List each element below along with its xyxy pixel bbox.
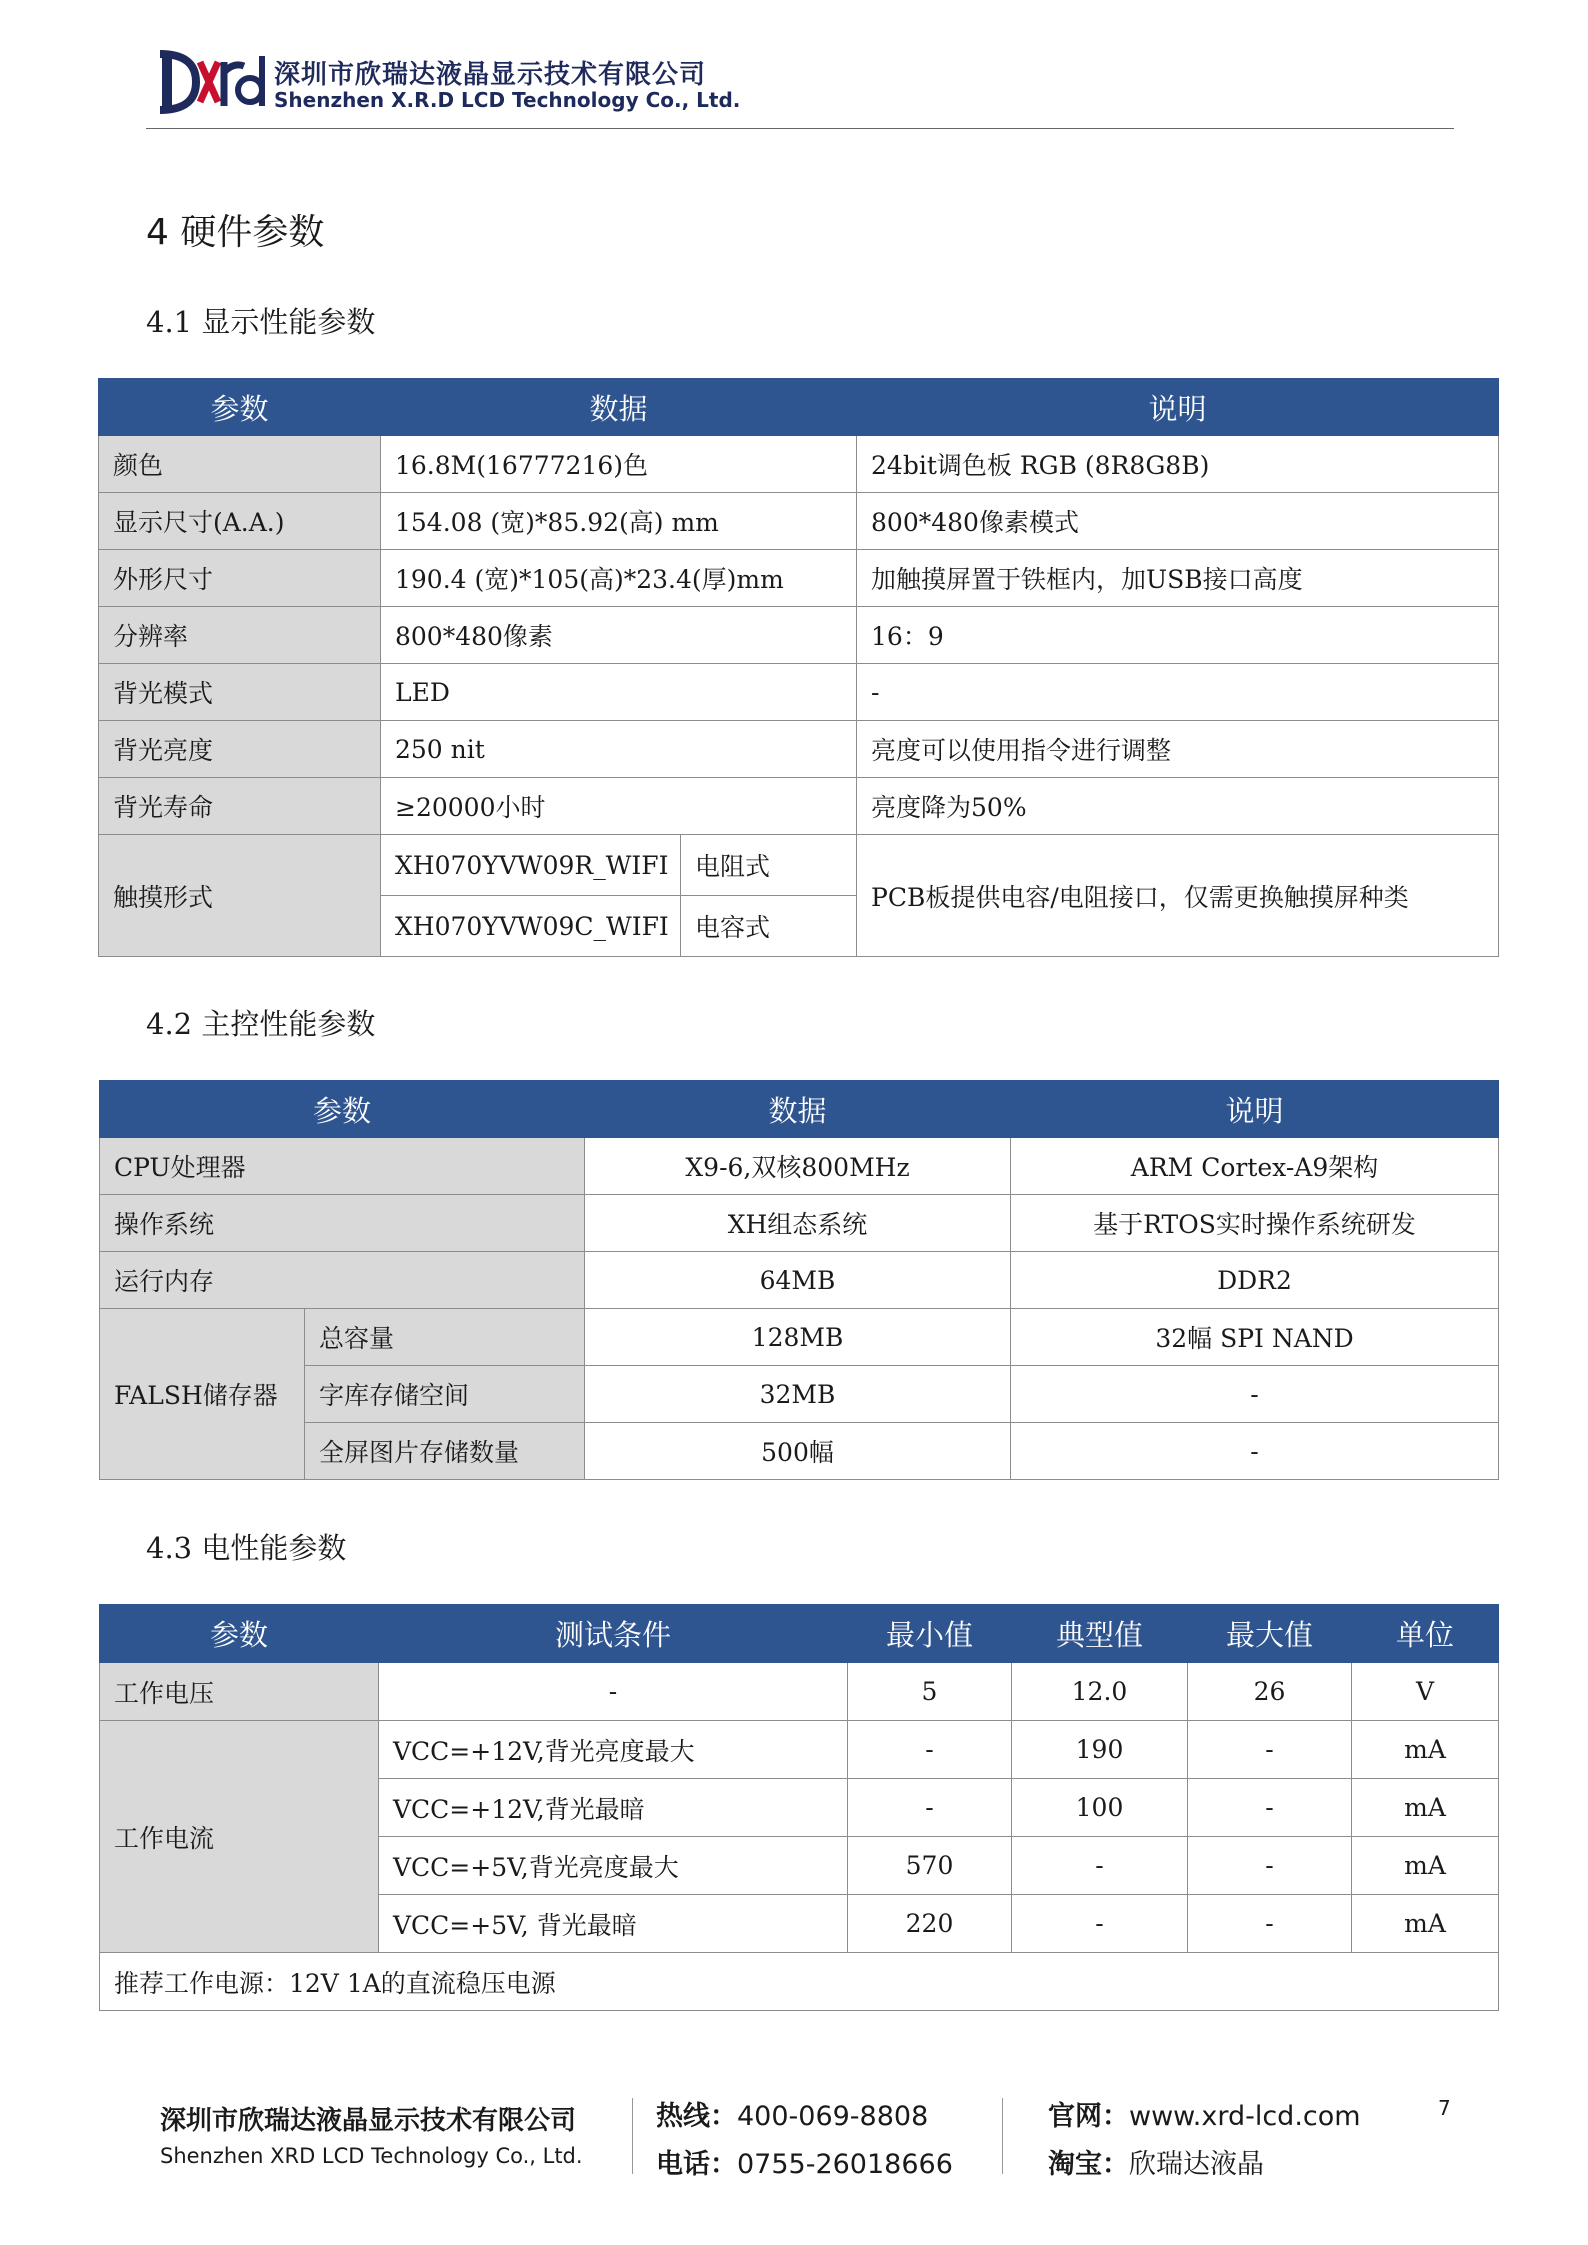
flash-data: 32MB bbox=[585, 1366, 1011, 1423]
footer-divider bbox=[1002, 2098, 1003, 2174]
row-note: DDR2 bbox=[1011, 1252, 1499, 1309]
row-param: 颜色 bbox=[99, 436, 381, 493]
header-company-en: Shenzhen X.R.D LCD Technology Co., Ltd. bbox=[274, 88, 741, 112]
table-row bbox=[100, 1309, 1499, 1366]
flash-sub: 字库存储空间 bbox=[305, 1366, 585, 1423]
current-cond: VCC=+5V,背光亮度最大 bbox=[379, 1837, 848, 1895]
touch-row bbox=[99, 835, 1499, 896]
table-row bbox=[99, 493, 1499, 550]
touch-model: XH070YVW09C_WIFI bbox=[381, 896, 681, 957]
hotline-value: 400-069-8808 bbox=[737, 2101, 929, 2132]
table-row bbox=[100, 1423, 1499, 1480]
row-note: 16：9 bbox=[857, 607, 1499, 664]
flash-param: FALSH储存器 bbox=[100, 1309, 305, 1480]
row-param: 外形尺寸 bbox=[99, 550, 381, 607]
table-row bbox=[100, 1138, 1499, 1195]
row-param: 分辨率 bbox=[99, 607, 381, 664]
header-divider bbox=[146, 128, 1454, 129]
row-param: CPU处理器 bbox=[100, 1138, 585, 1195]
table-row bbox=[100, 1721, 1499, 1779]
current-max: - bbox=[1188, 1779, 1352, 1837]
row-note: 亮度可以使用指令进行调整 bbox=[857, 721, 1499, 778]
header-company-cn: 深圳市欣瑞达液晶显示技术有限公司 bbox=[274, 60, 707, 90]
table-header-row bbox=[100, 1081, 1499, 1138]
row-data: 190.4 (宽)*105(高)*23.4(厚)mm bbox=[381, 550, 857, 607]
current-min: 570 bbox=[848, 1837, 1012, 1895]
electrical-title: 4.3 电性能参数 bbox=[146, 1531, 347, 1565]
electrical-table bbox=[99, 1604, 1499, 2011]
flash-data: 128MB bbox=[585, 1309, 1011, 1366]
row-param: 背光模式 bbox=[99, 664, 381, 721]
row-data: ≥20000小时 bbox=[381, 778, 857, 835]
page-number: 7 bbox=[1438, 2096, 1451, 2120]
taobao-value: 欣瑞达液晶 bbox=[1129, 2149, 1264, 2180]
taobao-label: 淘宝： bbox=[1048, 2149, 1129, 2180]
current-min: - bbox=[848, 1721, 1012, 1779]
current-unit: mA bbox=[1352, 1837, 1499, 1895]
touch-model: XH070YVW09R_WIFI bbox=[381, 835, 681, 896]
row-note: ARM Cortex-A9架构 bbox=[1011, 1138, 1499, 1195]
row-note: 加触摸屏置于铁框内，加USB接口高度 bbox=[857, 550, 1499, 607]
current-unit: mA bbox=[1352, 1779, 1499, 1837]
row-data: XH组态系统 bbox=[585, 1195, 1011, 1252]
website-label: 官网： bbox=[1048, 2101, 1129, 2132]
header-unit: 单位 bbox=[1352, 1605, 1499, 1663]
header-condition: 测试条件 bbox=[379, 1605, 848, 1663]
current-typ: 100 bbox=[1012, 1779, 1188, 1837]
touch-note: PCB板提供电容/电阻接口，仅需更换触摸屏种类 bbox=[857, 835, 1499, 957]
footer-taobao bbox=[1048, 2142, 1264, 2181]
footer-divider bbox=[632, 2098, 633, 2174]
header-data: 数据 bbox=[585, 1081, 1011, 1138]
flash-note: - bbox=[1011, 1366, 1499, 1423]
table-row bbox=[99, 664, 1499, 721]
company-logo bbox=[156, 50, 266, 114]
table-row bbox=[99, 607, 1499, 664]
table-row bbox=[99, 721, 1499, 778]
table-row bbox=[100, 1663, 1499, 1721]
row-data: LED bbox=[381, 664, 857, 721]
footer-phone bbox=[656, 2142, 953, 2181]
current-cond: VCC=+12V,背光最暗 bbox=[379, 1779, 848, 1837]
header-data: 数据 bbox=[381, 379, 857, 436]
current-cond: VCC=+12V,背光亮度最大 bbox=[379, 1721, 848, 1779]
row-note: - bbox=[857, 664, 1499, 721]
section-title: 4 硬件参数 bbox=[146, 212, 325, 253]
current-max: - bbox=[1188, 1721, 1352, 1779]
current-param: 工作电流 bbox=[100, 1721, 379, 1953]
touch-param: 触摸形式 bbox=[99, 835, 381, 957]
header-note: 说明 bbox=[1011, 1081, 1499, 1138]
row-param: 背光亮度 bbox=[99, 721, 381, 778]
current-min: - bbox=[848, 1779, 1012, 1837]
flash-data: 500幅 bbox=[585, 1423, 1011, 1480]
row-param: 操作系统 bbox=[100, 1195, 585, 1252]
flash-sub: 总容量 bbox=[305, 1309, 585, 1366]
flash-note: 32幅 SPI NAND bbox=[1011, 1309, 1499, 1366]
current-min: 220 bbox=[848, 1895, 1012, 1953]
touch-type: 电容式 bbox=[681, 896, 857, 957]
voltage-unit: V bbox=[1352, 1663, 1499, 1721]
logo-letters: xrd bbox=[156, 50, 158, 51]
hotline-label: 热线： bbox=[656, 2101, 737, 2132]
table-header-row bbox=[100, 1605, 1499, 1663]
row-note: 800*480像素模式 bbox=[857, 493, 1499, 550]
row-data: 154.08 (宽)*85.92(高) mm bbox=[381, 493, 857, 550]
flash-note: - bbox=[1011, 1423, 1499, 1480]
footer-hotline bbox=[656, 2094, 928, 2133]
current-typ: - bbox=[1012, 1837, 1188, 1895]
current-typ: - bbox=[1012, 1895, 1188, 1953]
row-param: 显示尺寸(A.A.) bbox=[99, 493, 381, 550]
table-row bbox=[99, 436, 1499, 493]
display-table bbox=[98, 378, 1499, 957]
footer-website bbox=[1048, 2094, 1361, 2133]
current-cond: VCC=+5V, 背光最暗 bbox=[379, 1895, 848, 1953]
display-title: 4.1 显示性能参数 bbox=[146, 305, 376, 339]
current-unit: mA bbox=[1352, 1895, 1499, 1953]
mcu-title: 4.2 主控性能参数 bbox=[146, 1007, 376, 1041]
current-typ: 190 bbox=[1012, 1721, 1188, 1779]
row-param: 运行内存 bbox=[100, 1252, 585, 1309]
header-typ: 典型值 bbox=[1012, 1605, 1188, 1663]
row-data: 800*480像素 bbox=[381, 607, 857, 664]
voltage-cond: - bbox=[379, 1663, 848, 1721]
recommend-note: 推荐工作电源：12V 1A的直流稳压电源 bbox=[100, 1953, 1499, 2011]
header-param: 参数 bbox=[99, 379, 381, 436]
table-row bbox=[100, 1252, 1499, 1309]
row-data: 16.8M(16777216)色 bbox=[381, 436, 857, 493]
table-row bbox=[99, 778, 1499, 835]
row-note: 亮度降为50% bbox=[857, 778, 1499, 835]
row-note: 24bit调色板 RGB (8R8G8B) bbox=[857, 436, 1499, 493]
page-header bbox=[156, 50, 741, 120]
row-data: 64MB bbox=[585, 1252, 1011, 1309]
current-unit: mA bbox=[1352, 1721, 1499, 1779]
table-row bbox=[100, 1195, 1499, 1252]
voltage-min: 5 bbox=[848, 1663, 1012, 1721]
flash-sub: 全屏图片存储数量 bbox=[305, 1423, 585, 1480]
table-row bbox=[100, 1953, 1499, 2011]
header-max: 最大值 bbox=[1188, 1605, 1352, 1663]
voltage-param: 工作电压 bbox=[100, 1663, 379, 1721]
header-note: 说明 bbox=[857, 379, 1499, 436]
phone-value: 0755-26018666 bbox=[737, 2149, 953, 2180]
row-param: 背光寿命 bbox=[99, 778, 381, 835]
phone-label: 电话： bbox=[656, 2149, 737, 2180]
header-param: 参数 bbox=[100, 1605, 379, 1663]
footer-company-en: Shenzhen XRD LCD Technology Co., Ltd. bbox=[160, 2144, 583, 2168]
voltage-max: 26 bbox=[1188, 1663, 1352, 1721]
voltage-typ: 12.0 bbox=[1012, 1663, 1188, 1721]
table-header-row bbox=[99, 379, 1499, 436]
row-note: 基于RTOS实时操作系统研发 bbox=[1011, 1195, 1499, 1252]
header-param: 参数 bbox=[100, 1081, 585, 1138]
current-max: - bbox=[1188, 1895, 1352, 1953]
header-min: 最小值 bbox=[848, 1605, 1012, 1663]
current-max: - bbox=[1188, 1837, 1352, 1895]
footer-company-cn: 深圳市欣瑞达液晶显示技术有限公司 bbox=[160, 2106, 577, 2136]
website-value[interactable]: www.xrd-lcd.com bbox=[1129, 2101, 1361, 2132]
touch-type: 电阻式 bbox=[681, 835, 857, 896]
table-row bbox=[99, 550, 1499, 607]
row-data: X9-6,双核800MHz bbox=[585, 1138, 1011, 1195]
row-data: 250 nit bbox=[381, 721, 857, 778]
table-row bbox=[100, 1366, 1499, 1423]
mcu-table bbox=[99, 1080, 1499, 1480]
